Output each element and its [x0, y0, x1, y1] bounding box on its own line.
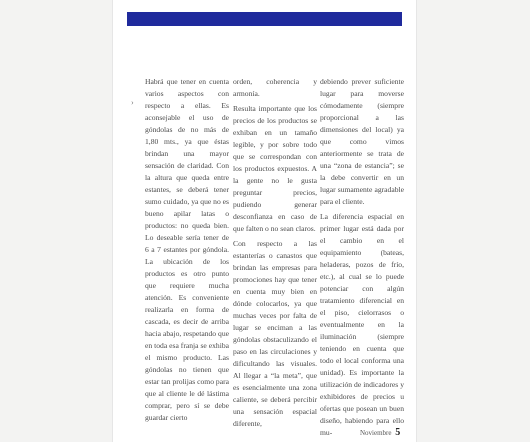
text-column-1 [145, 76, 229, 427]
text-column-3 [320, 76, 404, 442]
margin-mark: › [131, 98, 134, 107]
page-footer [360, 427, 400, 438]
paragraph: La diferencia espacial en primer lugar está dada por el cambio en el equipamiento (bateas, heladeras, pozos de frío, etc.), al cual se lo puede potenciar con algún tratamiento diferencial en el piso, cielorrasos o eventualmente en la iluminación (siempre teniendo en cuenta que todo el local conforma una unidad). Es importante la utilización de indicadores y exhibidores de precios u ofertas que posean un buen diseño, habiendo para ello mu- [320, 212, 404, 437]
paragraph: Resulta importante que los precios de los productos se exhiban en un tamaño legible, y por sobre todo que se correspondan con los productos expuestos. A la gente no le gusta preguntar precios, pudiendo generar desconfianza en caso de que falten o no sean claros. [233, 104, 317, 233]
text-column-2 [233, 76, 317, 433]
header-color-bar [127, 12, 402, 26]
page-number: 5 [395, 427, 401, 438]
paragraph: debiendo prever suficiente lugar para moverse cómodamente (siempre proporcional a las dimensiones del local) ya que como vimos anteriormente se trata de una “zona de estancia”; se la debe convertir en un lugar sumamente agradable para el cliente. [320, 77, 404, 206]
footer-month: Noviembre [360, 429, 392, 437]
paragraph: Habrá que tener en cuenta varios aspectos con respecto a ellas. Es aconsejable el uso de góndolas de no más de 1,80 mts., ya que éstas brindan una mayor sensación de claridad. Con la altura que queda entre estantes, se deberá tener sumo cuidado, ya que no es bueno apilar latas o productos: no queda bien. Lo deseable sería tener de 6 a 7 estantes por góndola. La ubicación de los productos es otro punto que requiere mucha atención. Es conveniente realizarla en forma de cascada, es decir de arriba hacia abajo, respetando que en toda esa franja se exhiba el mismo producto. Las góndolas no tienen que estar tan prolijas como para que al cliente le dé lástima comprar, pero sí se debe guardar cierto [145, 77, 229, 422]
paragraph: orden, coherencia y armonía. [233, 77, 317, 98]
paragraph: Con respecto a las estanterías o canastos que brindan las empresas para promociones hay que tener en cuenta muy bien en dónde colocarlos, ya que muchas veces por falta de lugar se enciman a las góndolas obstaculizando el paso en las circulaciones y dificultando las visuales. Al llegar a “la meta”, que es esencialmente una zona caliente, se deberá percibir una sensación espacial diferente, [233, 239, 317, 428]
